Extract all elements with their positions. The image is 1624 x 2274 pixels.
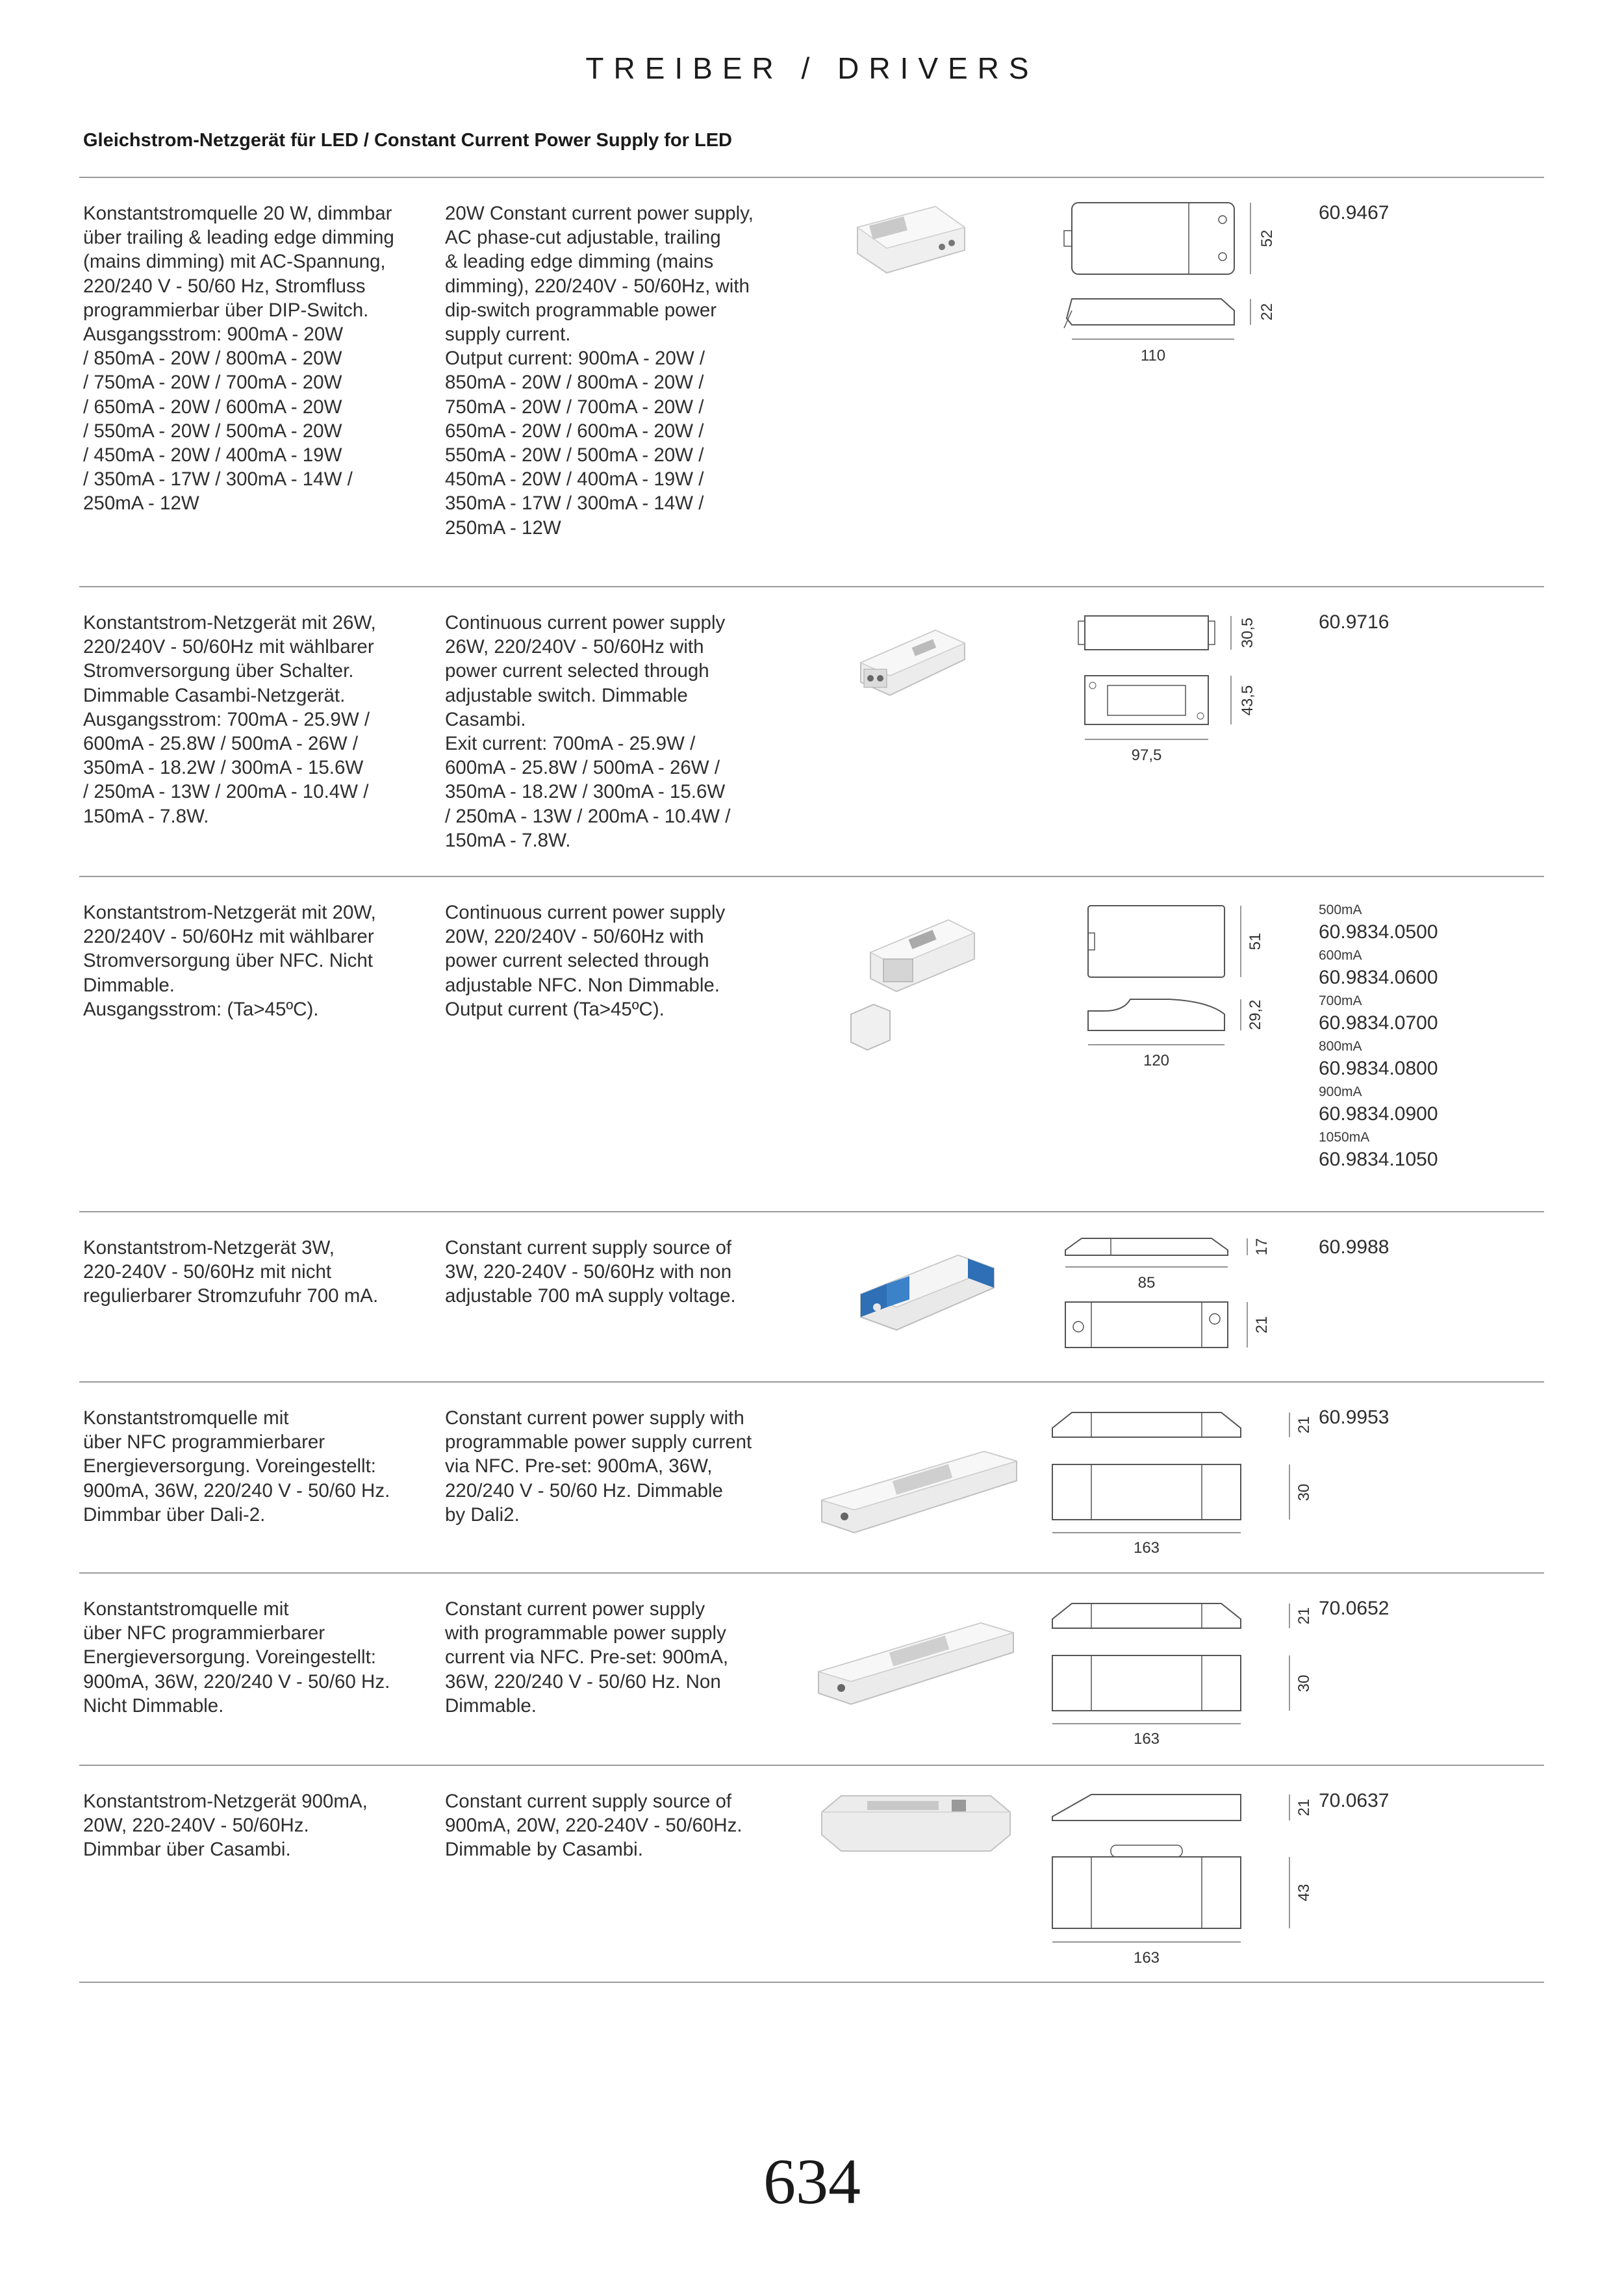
description-de: Konstantstrom-Netzgerät mit 26W, 220/240V - 50/60Hz mit wählbarer Stromversorgung über Schalter. Dimmable Casambi-Netzgerät. Ausgangsstrom: 700mA - 25.9W / 600mA - 25.8W / 500mA - 26W / 350mA - 18.2W / 300mA - 15.6W / 250mA - 13W / 200mA - 10.4W / 150mA - 7.8W. xyxy=(83,612,376,827)
variant-label: 700mA xyxy=(1319,993,1362,1008)
dimension-drawing xyxy=(1026,1399,1313,1568)
product-photo xyxy=(844,201,974,292)
dimension-length: 97,5 xyxy=(1131,747,1162,764)
product-photo xyxy=(815,1445,1023,1555)
dimension-length: 85 xyxy=(1137,1274,1156,1292)
article-code: 70.0637 xyxy=(1319,1790,1389,1811)
dimension-length: 163 xyxy=(1133,1539,1160,1557)
description-en: Constant current supply source of 900mA, 20W, 220-240V - 50/60Hz. Dimmable by Casambi. xyxy=(445,1791,742,1861)
description-de: Konstantstrom-Netzgerät 900mA, 20W, 220-240V - 50/60Hz. Dimmbar über Casambi. xyxy=(83,1791,368,1861)
divider xyxy=(79,586,1544,587)
divider xyxy=(79,177,1544,178)
page-title: TREIBER / DRIVERS xyxy=(585,51,1039,85)
product-photo xyxy=(848,1242,1004,1346)
description-en: Constant current power supply with programmable power supply current via NFC. Pre-set: 900mA, 36W, 220/240 V - 50/60 Hz. Non Dimmable. xyxy=(445,1598,729,1717)
description-de: Konstantstrom-Netzgerät 3W, 220-240V - 50/60Hz mit nicht regulierbarer Stromzufuhr 700 mA. xyxy=(83,1237,379,1307)
variant-code: 60.9834.0500 xyxy=(1319,921,1438,943)
article-code: 60.9716 xyxy=(1319,611,1389,633)
description-de: Konstantstromquelle mit über NFC programmierbarer Energieversorgung. Voreingestellt: 900mA, 36W, 220/240 V - 50/60 Hz. Dimmbar über Dali-2. xyxy=(83,1407,390,1526)
page-number: 634 xyxy=(763,2145,861,2217)
dimension-drawing xyxy=(1026,1229,1306,1372)
variant-label: 800mA xyxy=(1319,1039,1362,1054)
dimension-length: 163 xyxy=(1133,1949,1160,1967)
dimension-depth: 22 xyxy=(1258,303,1276,321)
divider xyxy=(79,1211,1544,1212)
description-en: 20W Constant current power supply, AC phase-cut adjustable, trailing & leading edge dimming (mains dimming), 220/240V - 50/60Hz, with dip-switch programmable power supply current. Output current: 900mA - 20W / 850mA - 20W / 800mA - 20W / 750mA - 20W / 700mA - 20W / 650mA - 20W / 600mA - 20W / 550mA - 20W / 500mA - 20W / 450mA - 20W / 400mA - 19W / 350mA - 17W / 300mA - 14W / 250mA - 12W xyxy=(445,203,754,539)
dimension-height: 21 xyxy=(1295,1798,1313,1817)
dimension-depth: 29,2 xyxy=(1247,999,1264,1030)
dimension-depth: 30 xyxy=(1295,1483,1313,1501)
variant-code: 60.9834.1050 xyxy=(1319,1149,1438,1170)
article-code: 60.9467 xyxy=(1319,202,1389,224)
article-code: 70.0652 xyxy=(1319,1598,1389,1619)
dimension-depth: 43 xyxy=(1295,1884,1313,1902)
dimension-depth: 43,5 xyxy=(1239,685,1256,716)
dimension-drawing xyxy=(1026,1591,1313,1759)
dimension-height: 52 xyxy=(1258,229,1276,248)
product-photo xyxy=(851,624,974,708)
description-en: Continuous current power supply 26W, 220/240V - 50/60Hz with power current selected through adjustable switch. Dimmable Casambi. Exit current: 700mA - 25.9W / 600mA - 25.8W / 500mA - 26W / 350mA - 18.2W / 300mA - 15.6W / 250mA - 13W / 200mA - 10.4W / 150mA - 7.8W. xyxy=(445,612,731,851)
dimension-drawing xyxy=(1026,604,1306,780)
dimension-drawing xyxy=(1026,894,1306,1076)
divider xyxy=(79,1765,1544,1766)
divider xyxy=(79,1572,1544,1574)
divider xyxy=(79,1982,1544,1983)
dimension-depth: 21 xyxy=(1253,1316,1271,1334)
product-photo xyxy=(815,1789,1017,1867)
dimension-height: 51 xyxy=(1247,932,1264,951)
dimension-drawing xyxy=(1026,195,1306,370)
variant-code: 60.9834.0600 xyxy=(1319,967,1438,988)
variant-code: 60.9834.0900 xyxy=(1319,1103,1438,1125)
description-en: Constant current power supply with programmable power supply current via NFC. Pre-set: 900mA, 36W, 220/240 V - 50/60 Hz. Dimmable by Dali2. xyxy=(445,1407,752,1526)
dimension-depth: 30 xyxy=(1295,1674,1313,1693)
dimension-length: 163 xyxy=(1133,1730,1160,1748)
variant-code: 60.9834.0800 xyxy=(1319,1058,1438,1079)
article-code: 60.9988 xyxy=(1319,1236,1389,1258)
variant-list xyxy=(1319,901,1438,1173)
description-de: Konstantstromquelle mit über NFC programmierbarer Energieversorgung. Voreingestellt: 900mA, 36W, 220/240 V - 50/60 Hz. Nicht Dimmable. xyxy=(83,1598,390,1717)
dimension-height: 21 xyxy=(1295,1607,1313,1625)
dimension-drawing xyxy=(1026,1783,1313,1991)
variant-label: 500mA xyxy=(1319,902,1362,917)
description-en: Continuous current power supply 20W, 220/240V - 50/60Hz with power current selected through adjustable NFC. Non Dimmable. Output current (Ta>45ºC). xyxy=(445,902,726,1020)
dimension-height: 17 xyxy=(1253,1238,1271,1256)
product-photo xyxy=(812,1616,1020,1727)
variant-label: 1050mA xyxy=(1319,1130,1370,1145)
article-code: 60.9953 xyxy=(1319,1407,1389,1428)
description-de: Konstantstrom-Netzgerät mit 20W, 220/240V - 50/60Hz mit wählbarer Stromversorgung über NFC. Nicht Dimmable. Ausgangsstrom: (Ta>45ºC). xyxy=(83,902,376,1020)
description-en: Constant current supply source of 3W, 220-240V - 50/60Hz with non adjustable 700 mA supply voltage. xyxy=(445,1237,736,1307)
divider xyxy=(79,1381,1544,1383)
divider xyxy=(79,876,1544,877)
dimension-height: 30,5 xyxy=(1239,617,1256,648)
description-de: Konstantstromquelle 20 W, dimmbar über trailing & leading edge dimming (mains dimming) mit AC-Spannung, 220/240 V - 50/60 Hz, Stromfluss programmierbar über DIP-Switch. Ausgangsstrom: 900mA - 20W / 850mA - 20W / 800mA - 20W / 750mA - 20W / 700mA - 20W / 650mA - 20W / 600mA - 20W / 550mA - 20W / 500mA - 20W / 450mA - 20W / 400mA - 19W / 350mA - 17W / 300mA - 14W / 250mA - 12W xyxy=(83,203,394,515)
section-title: Gleichstrom-Netzgerät für LED / Constant Current Power Supply for LED xyxy=(83,130,732,151)
variant-label: 900mA xyxy=(1319,1084,1362,1099)
product-photo xyxy=(844,907,987,1063)
variant-label: 600mA xyxy=(1319,948,1362,963)
variant-code: 60.9834.0700 xyxy=(1319,1012,1438,1034)
dimension-height: 21 xyxy=(1295,1416,1313,1434)
dimension-length: 110 xyxy=(1140,347,1166,364)
dimension-length: 120 xyxy=(1143,1052,1170,1069)
